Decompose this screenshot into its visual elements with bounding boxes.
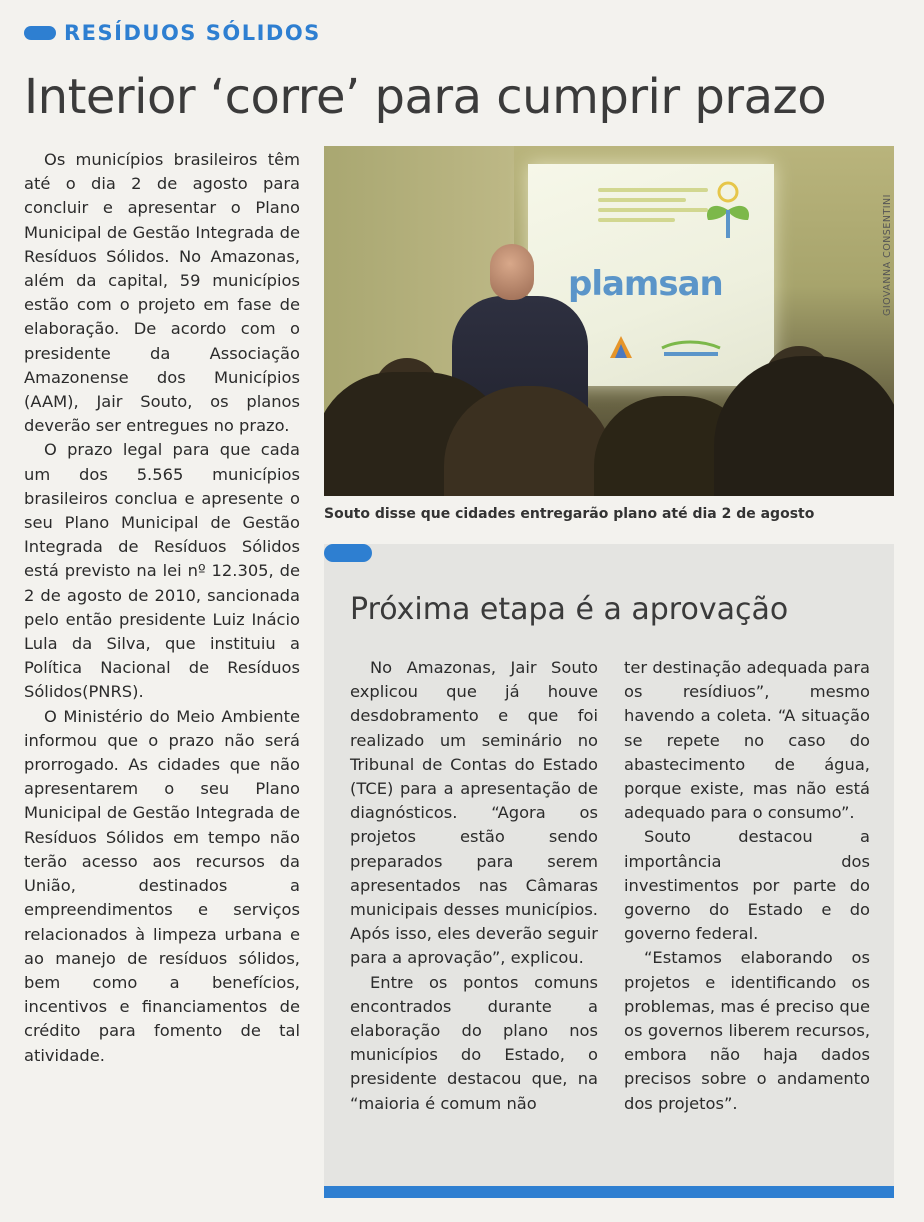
section-tag (24, 20, 321, 46)
box-paragraph: “Estamos elaborando os projetos e identificando os problemas, mas é preciso que os governos liberem recursos, embora não haja dados precisos sobre o andamento dos projetos”. (624, 948, 870, 1113)
box-paragraph: No Amazonas, Jair Souto explicou que já houve desdobramento e que foi realizado um seminário no Tribunal de Contas do Estado (TCE) para a apresentação de diagnósticos. “Agora os projetos estão sendo preparados para serem apresentados nas Câmaras municipais desses municípios. Após isso, eles deverão seguir para a aprovação”, explicou. (350, 658, 598, 968)
box-pill-icon (324, 544, 372, 562)
photo-credit: GIOVANNA CONSENTINI (882, 194, 893, 316)
photo-caption: Souto disse que cidades entregarão plano até dia 2 de agosto (324, 506, 815, 522)
section-pill-icon (24, 26, 56, 40)
box-paragraph: ter destinação adequada para os resídiuos”, mesmo havendo a coleta. “A situação se repete no caso do abastecimento de água, porque existe, mas não está adequado para o consumo”. (624, 658, 870, 823)
box-column-1 (350, 656, 598, 1116)
amazonas-logo-icon (658, 340, 724, 360)
article-body-left (24, 148, 300, 1068)
aam-logo-icon (608, 334, 634, 360)
box-title: Próxima etapa é a aprovação (350, 592, 789, 627)
bottom-rule (324, 1186, 894, 1198)
body-paragraph-3: O Ministério do Meio Ambiente informou que o prazo não será prorrogado. As cidades que não apresentarem o seu Plano Municipal de Gestão Integrada de Resíduos Sólidos em tempo não terão acesso aos recursos da União, destinados a empreendimentos e serviços relacionados à limpeza urbana e ao manejo de resíduos sólidos, bem como a benefícios, incentivos e financiamentos de crédito para fomento de tal atividade. (24, 706, 300, 1065)
screen-title: plamsan (568, 264, 723, 304)
box-paragraph: Souto destacou a importância dos investimentos por parte do governo do Estado e do governo federal. (624, 827, 870, 944)
box-paragraph: Entre os pontos comuns encontrados durante a elaboração do plano nos municípios do Estado, o presidente destacou que, na “maioria é comum não (350, 972, 598, 1113)
box-column-2 (624, 656, 870, 1116)
body-paragraph-2: O prazo legal para que cada um dos 5.565 municípios brasileiros conclua e apresente o seu Plano Municipal de Gestão Integrada de Resíduos Sólidos está previsto na lei nº 12.305, de 2 de agosto de 2010, sancionada pelo então presidente Luiz Inácio Lula da Silva, que instituiu a Política Nacional de Resíduos Sólidos(PNRS). (24, 440, 300, 702)
headline: Interior ‘corre’ para cumprir prazo (24, 69, 827, 125)
section-label: RESÍDUOS SÓLIDOS (64, 21, 321, 45)
flower-logo-icon (698, 180, 758, 240)
body-paragraph-1: Os municípios brasileiros têm até o dia 2 de agosto para concluir e apresentar o Plano Municipal de Gestão Integrada de Resíduos Sólidos. No Amazonas, além da capital, 59 municípios estão com o projeto em fase de elaboração. De acordo com o presidente da Associação Amazonense dos Municípios (AAM), Jair Souto, os planos deverão ser entregues no prazo. (24, 150, 300, 436)
article-photo (324, 146, 894, 496)
